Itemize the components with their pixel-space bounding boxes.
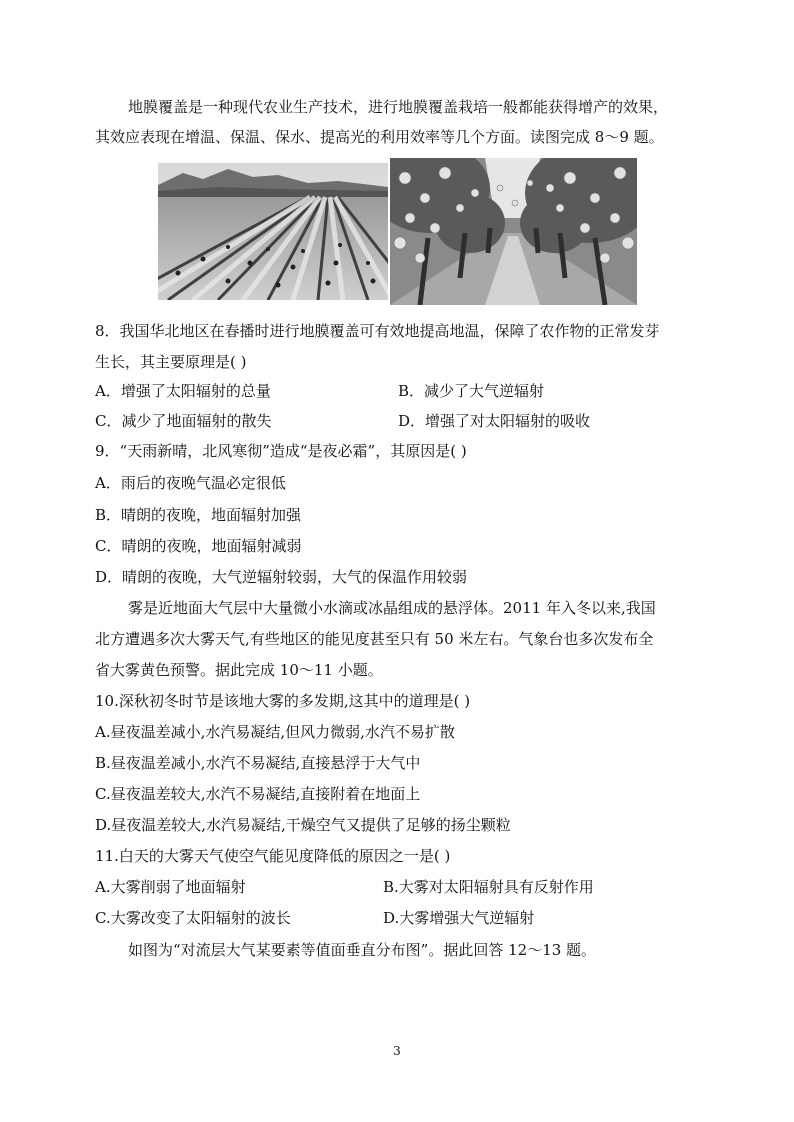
intro3-line: 如图为“对流层大气某要素等值面垂直分布图”。据此回答 12～13 题。 (128, 941, 597, 959)
q10-option-d: D.昼夜温差较大,水汽易凝结,干燥空气又提供了足够的扬尘颗粒 (95, 816, 511, 834)
q11-stem: 11.白天的大雾天气使空气能见度降低的原因之一是( ) (95, 847, 451, 865)
q8-stem-line1: 8．我国华北地区在春播时进行地膜覆盖可有效地提高地温，保障了农作物的正常发芽 (95, 322, 660, 340)
q11-option-c: C.大雾改变了太阳辐射的波长 (95, 909, 291, 927)
intro2-line2: 北方遭遇多次大雾天气,有些地区的能见度甚至只有 50 米左右。气象台也多次发布全 (95, 630, 654, 648)
plastic-mulch-field-photo (158, 163, 388, 300)
q10-option-c: C.昼夜温差较大,水汽不易凝结,直接附着在地面上 (95, 785, 421, 803)
apple-orchard-photo (390, 158, 637, 305)
q8-option-d: D．增强了对太阳辐射的吸收 (398, 412, 591, 430)
q10-option-a: A.昼夜温差减小,水汽易凝结,但风力微弱,水汽不易扩散 (95, 723, 455, 741)
intro1-line1: 地膜覆盖是一种现代农业生产技术，进行地膜覆盖栽培一般都能获得增产的效果， (128, 98, 669, 116)
q8-option-a: A．增强了太阳辐射的总量 (95, 382, 271, 400)
q10-option-b: B.昼夜温差减小,水汽不易凝结,直接悬浮于大气中 (95, 754, 421, 772)
q8-option-c: C．减少了地面辐射的散失 (95, 412, 272, 430)
q9-option-a: A．雨后的夜晚气温必定很低 (95, 474, 286, 492)
q9-stem: 9．“天雨新晴，北风寒彻”造成“是夜必霜”，其原因是( ) (95, 442, 467, 460)
q11-option-d: D.大雾增强大气逆辐射 (383, 909, 535, 927)
q8-option-b: B．减少了大气逆辐射 (398, 382, 545, 400)
q11-option-b: B.大雾对太阳辐射具有反射作用 (383, 878, 594, 896)
intro1-line2: 其效应表现在增温、保温、保水、提高光的利用效率等几个方面。读图完成 8～9 题。 (95, 128, 664, 146)
q9-option-d: D．晴朗的夜晚，大气逆辐射较弱，大气的保温作用较弱 (95, 568, 468, 586)
q10-stem: 10.深秋初冬时节是该地大雾的多发期,这其中的道理是( ) (95, 692, 471, 710)
q11-option-a: A.大雾削弱了地面辐射 (95, 878, 246, 896)
intro2-line1: 雾是近地面大气层中大量微小水滴或冰晶组成的悬浮体。2011 年入冬以来,我国 (128, 599, 656, 617)
q8-stem-line2: 生长，其主要原理是( ) (95, 353, 247, 371)
q9-option-b: B．晴朗的夜晚，地面辐射加强 (95, 506, 302, 524)
intro2-line3: 省大雾黄色预警。据此完成 10～11 小题。 (95, 661, 383, 679)
page-number: 3 (393, 1044, 401, 1058)
q9-option-c: C．晴朗的夜晚，地面辐射减弱 (95, 537, 302, 555)
